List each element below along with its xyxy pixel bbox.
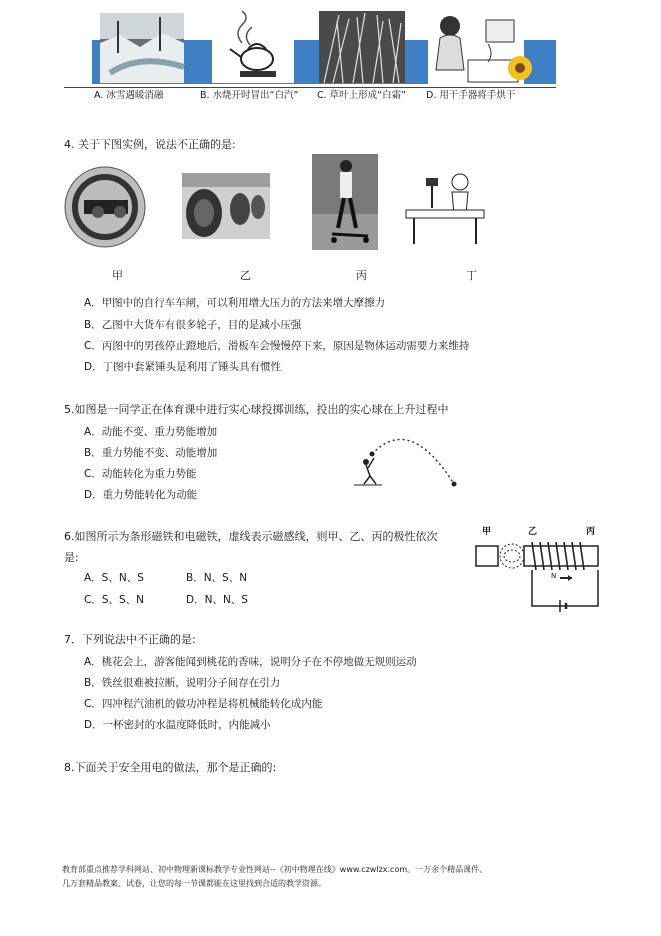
q4-figure-bike-brake [64,166,146,248]
q5-option-a: A．动能不变、重力势能增加 [84,426,218,438]
q6-figure-drawing [476,522,604,612]
q4-caption-yi: 乙 [240,269,251,282]
q6-option-c: C．S、S、N [84,594,145,606]
q4-option-d: D．丁图中套紧锤头是利用了锤头具有惯性 [84,361,282,373]
top-option-a: A. 冰雪遇暖消融 [94,90,164,101]
q6-label-yi: 乙 [528,527,538,537]
q7-option-d: D．一杯密封的水温度降低时，内能减小 [84,719,271,731]
q6-option-b: B．N、S、N [186,572,248,584]
q7-option-b: B．铁丝很难被拉断，说明分子间存在引力 [84,677,281,689]
q6-stem-line2: 是: [64,551,79,564]
q6-label-jia: 甲 [482,527,492,537]
q4-stem: 4. 关于下图实例，说法不正确的是: [64,138,236,151]
top-option-b: B. 水烧开时冒出“白汽” [200,90,299,101]
footer-line2: 几万套精品教案、试卷，让您的每一节课都能在这里找到合适的教学资源。 [62,879,326,888]
top-option-d: D. 用干手器将手烘干 [426,90,516,101]
q6-option-a: A．S、N、S [84,572,144,584]
q5-figure-shotput-trajectory [350,428,462,488]
q5-option-d: D．重力势能转化为动能 [84,489,198,501]
q4-option-c: C．丙图中的男孩停止蹬地后，滑板车会慢慢停下来，原因是物体运动需要力来维持 [84,340,470,352]
q6-label-bing: 丙 [586,527,596,537]
q5-option-c: C．动能转化为重力势能 [84,468,197,480]
q7-option-c: C．四冲程汽油机的做功冲程是将机械能转化成内能 [84,698,323,710]
q4-option-a: A．甲图中的自行车车闸，可以利用增大压力的方法来增大摩擦力 [84,297,386,309]
q5-stem: 5.如图是一同学正在体育课中进行实心球投掷训练，投出的实心球在上升过程中 [64,403,449,416]
q6-option-d: D．N、N、S [186,594,248,606]
q4-option-b: B．乙图中大货车有很多轮子，目的是减小压强 [84,319,302,331]
q4-caption-jia: 甲 [112,269,123,282]
q7-stem: 7．下列说法中不正确的是: [64,633,196,646]
q6-figure-magnets [476,522,604,612]
q4-caption-ding: 丁 [466,269,477,282]
q6-stem-line1: 6.如图所示为条形磁铁和电磁铁，虚线表示磁感线，则甲、乙、丙的极性依次 [64,530,438,543]
q7-option-a: A．桃花会上，游客能闻到桃花的香味，说明分子在不停地做无规则运动 [84,656,417,668]
sunflower-decoration [506,54,534,82]
q4-caption-bing: 丙 [356,269,367,282]
figure-melting-snow [100,13,184,83]
top-option-c: C. 草叶上形成“白霜” [317,90,407,101]
figure-frost-grass [319,11,405,83]
q6-compass-label: N [551,572,557,580]
figure-kettle-steam [212,13,294,83]
q8-stem: 8.下面关于安全用电的做法，那个是正确的: [64,761,277,774]
footer-line1: 教育部重点推荐学科网站、初中物理新课标教学专业性网站--《初中物理在线》www.czwlzx.com。一万余个精品课件、 [62,865,488,874]
q4-figure-hammer-bench [404,168,486,246]
q5-option-b: B．重力势能不变、动能增加 [84,447,218,459]
q4-figure-scooter-boy [312,154,378,250]
q4-figure-truck-wheels [182,173,270,239]
